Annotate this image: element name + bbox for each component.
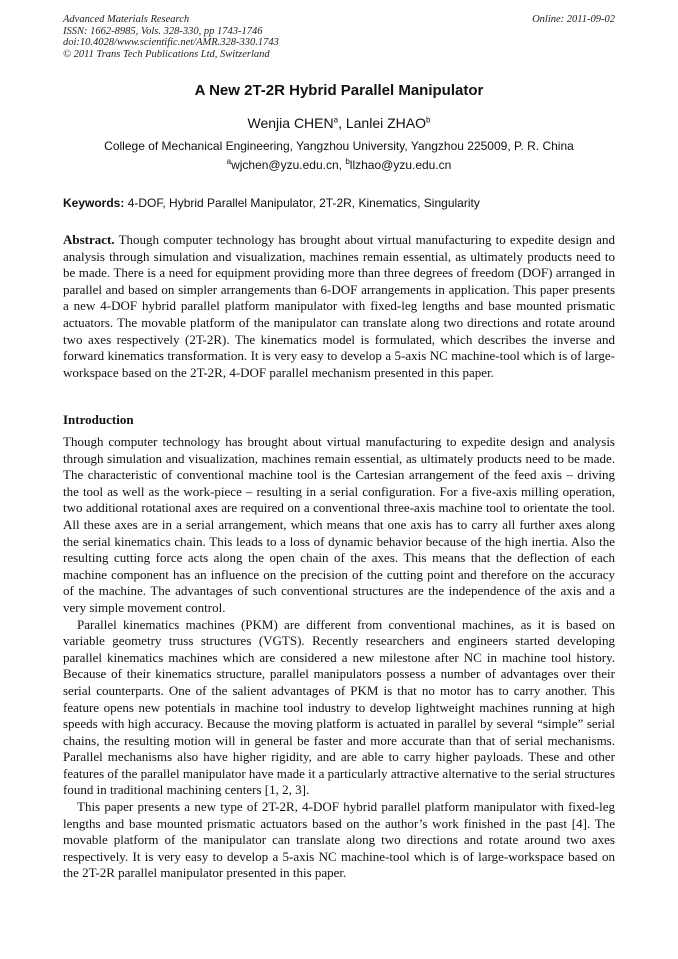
issn-line: ISSN: 1662-8985, Vols. 328-330, pp 1743-1746: [63, 25, 263, 37]
keywords: [63, 196, 615, 210]
online-date: Online: 2011-09-02: [532, 14, 615, 25]
keywords-label: Keywords:: [63, 196, 125, 210]
journal-name: Advanced Materials Research: [63, 14, 190, 25]
author-line: [0, 115, 678, 131]
introduction-body: [63, 434, 615, 882]
affiliation: College of Mechanical Engineering, Yangzhou University, Yangzhou 225009, P. R. China: [104, 139, 574, 153]
copyright-line: © 2011 Trans Tech Publications Ltd, Switzerland: [63, 48, 270, 60]
section-heading: Introduction: [63, 412, 134, 427]
abstract-label: Abstract.: [63, 232, 115, 247]
doi-line: doi:10.4028/www.scientific.net/AMR.328-330.1743: [63, 37, 279, 48]
paragraph: This paper presents a new type of 2T-2R, 4-DOF hybrid parallel platform manipulator with fixed-leg lengths and base mounted prismatic actuators based on the author’s work finished in the past [4]. The movable platform of the manipulator can translate along two directions and rotate around two axes respectively. It is very easy to develop a 5-axis NC machine-tool which is of large-workspace based on the 2T-2R parallel manipulator presented in this paper.: [63, 799, 615, 881]
paragraph: Though computer technology has brought about virtual manufacturing to expedite design and analysis through simulation and visualization, machines remain essential, as ultimately products need to be made. The characteristic of conventional machine tool is the Cartesian arrangement of the feed axis – driving the tool as well as the work-piece – resulting in a serial configuration. For a five-axis milling operation, two additional rotational axes are required on a conventional three-axis machine tool to orientate the tool. All these axes are in a serial arrangement, which means that one axis has to carry all further axes along the serial kinematics chain. This leads to a loss of dynamic behavior because of the high inertia. Also the resulting cutting force acts along the open chain of the axes. This means that the deflection of each machine component has an influence on the precision of the cutting point and therefore on the accuracy of the machine. The advantages of such conventional structures are the independence of the axis and a very simple movement control.: [63, 434, 615, 615]
author-affil-mark: a: [333, 115, 339, 125]
author-email: llzhao@yzu.edu.cn: [349, 158, 452, 172]
email-separator: ,: [338, 158, 346, 172]
author-name: Wenjia CHEN: [247, 115, 334, 131]
author-affil-mark: b: [426, 115, 431, 125]
email-mark: a: [226, 157, 232, 166]
email-mark: b: [345, 157, 350, 166]
email-line: [0, 158, 678, 172]
abstract-text: Though computer technology has brought about virtual manufacturing to expedite design and analysis through simulation and visualization, machines remain essential, as ultimately products need to be made. There is a need for equipment providing more than three degrees of freedom (DOF) arranged in parallel and based on simpler arrangements than 6-DOF arrangements in application. This paper presents a new 4-DOF hybrid parallel platform manipulator with fixed-leg lengths and base mounted prismatic actuators. The movable platform of the manipulator can translate along two directions and rotate around two axes respectively (2T-2R). The kinematics model is formulated, which describes the inverse and forward kinematics transformation. It is very easy to develop a 5-axis NC machine-tool which is of large-workspace based on the 2T-2R, 4-DOF parallel mechanism presented in this paper.: [63, 232, 615, 380]
author-email: wjchen@yzu.edu.cn: [231, 158, 339, 172]
keywords-text: 4-DOF, Hybrid Parallel Manipulator, 2T-2R, Kinematics, Singularity: [124, 196, 480, 210]
author-name: Lanlei ZHAO: [345, 115, 427, 131]
journal-header: [63, 14, 615, 60]
paper-title: A New 2T-2R Hybrid Parallel Manipulator: [194, 82, 484, 99]
abstract: [63, 232, 615, 381]
paragraph: Parallel kinematics machines (PKM) are different from conventional machines, as it is based on variable geometry truss structures (VGTS). Recently researchers and engineers started developing parallel kinematics machines which are considered a new milestone after NC in machine tool history. Because of their kinematics structure, parallel manipulators possess a number of advantages over their serial counterparts. One of the salient advantages of PKM is that no motor has to carry another. This feature opens new potentials in machine tool industry to develop lightweight machines running at high speeds with high accuracy. Because the moving platform is actuated in parallel by several “simple” serial chains, the resulting motion will in general be faster and more accurate than that of serial mechanisms. Parallel mechanisms also have higher rigidity, and are able to carry higher payloads. These and other features of the parallel manipulator have made it a particularly attractive alternative to the serial structures found in traditional machining centers [1, 2, 3].: [63, 616, 615, 798]
author-separator: ,: [338, 115, 346, 131]
